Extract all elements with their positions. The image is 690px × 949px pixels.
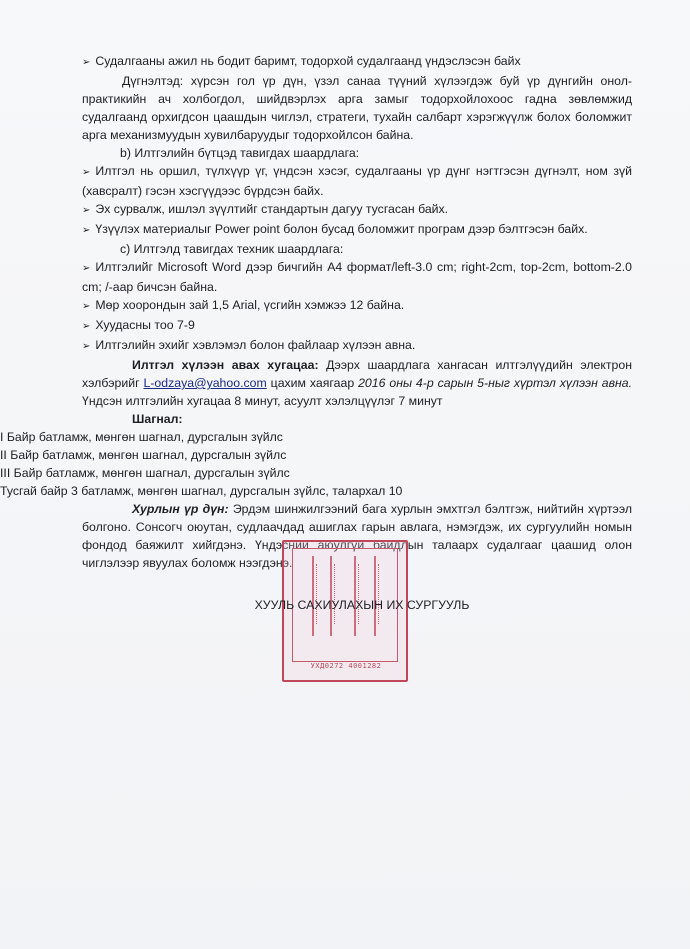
result-label: Хурлын үр дүн: bbox=[132, 502, 229, 516]
deadline-text-3: Үндсэн илтгэлийн хугацаа 8 минут, асуулт хэлэлцүүлэг 7 минут bbox=[82, 394, 443, 408]
email-link[interactable]: L-odzaya@yahoo.com bbox=[143, 376, 267, 390]
award-first: I Байр батламж, мөнгөн шагнал, дурсгалын зүйлс bbox=[0, 430, 283, 444]
result-text: Эрдэм шинжилгээний бага хурлын эмхтгэл бэлтгэж, нийтийн хүртээл болгоно. Сонсогч оюутан, судлаачдад ашиглах гарын авлага, нэмэгдэж, их сургуулийн номын фондод баяжилт хийгдэнэ. Үндэсний аюулгүй байдлын талаарх судалгааг цаашид олон чиглэлээр явуулах боломж нээгдэнэ. bbox=[82, 502, 633, 570]
document-body bbox=[0, 52, 633, 572]
deadline-label: Илтгэл хүлээн авах хугацаа: bbox=[132, 358, 319, 372]
bullet-structure: ➢ Илтгэл нь оршил, түлхүүр үг, үндсэн хэсэг, судалгааны үр дүнг нэгтгэсэн дүгнэлт, ном зүй (хавсралт) гэсэн хэсгүүдээс бүрдсэн байх. bbox=[82, 162, 632, 200]
section-b-heading: b) Илтгэлийн бүтцэд тавигдах шаардлага: bbox=[120, 146, 360, 160]
bullet-format: ➢ Илтгэлийг Microsoft Word дээр бичгийн А4 формат/left-3.0 cm; right-2cm, top-2cm, bottom-2.0 cm; /-аар бичсэн байна. bbox=[82, 258, 632, 296]
stamp-number: УХД0272 4001282 bbox=[310, 662, 382, 670]
conclusion-paragraph: Дүгнэлтэд: хүрсэн гол үр дүн, үзэл санаа түүний хүлээгдэж буй үр дүнгийн онол-практикийн ач холбогдол, шийдвэрлэх арга замыг тодорхойлохоос гадна зөвлөмжид судалгаанд орхигдсон цаашдын чиглэл, стратеги, тухайн салбарт хэрэгжүүлж болох боломжит арга механизмуудын хувилбаруудыг тодорхойлсон байна. bbox=[82, 74, 632, 142]
bullet-research-facts: ➢ Судалгааны ажил нь бодит баримт, тодорхой судалгаанд үндэслэсэн байх bbox=[82, 52, 632, 72]
bullet-spacing: ➢ Мөр хоорондын зай 1,5 Arial, үсгийн хэмжээ 12 байна. bbox=[82, 296, 632, 316]
section-c-heading: c) Илтгэлд тавигдах техник шаардлага: bbox=[120, 242, 344, 256]
deadline-date: 2016 оны 4-р сарын 5-ныг хүртэл хүлээн авна. bbox=[358, 376, 633, 390]
organization-name: ХУУЛЬ САХИУЛАХЫН ИХ СУРГУУЛЬ bbox=[254, 598, 470, 612]
awards-heading: Шагнал: bbox=[132, 412, 183, 426]
award-special: Тусгай байр 3 батламж, мөнгөн шагнал, дурсгалын зүйлс, талархал 10 bbox=[0, 484, 403, 498]
bullet-submission: ➢ Илтгэлийн эхийг хэвлэмэл болон файлаар хүлээн авна. bbox=[82, 336, 632, 356]
awards-list bbox=[0, 428, 632, 500]
award-second: II Байр батламж, мөнгөн шагнал, дурсгалын зүйлс bbox=[0, 448, 287, 462]
bullet-presentation: ➢ Үзүүлэх материалыг Power point болон бусад боломжит програм дээр бэлтгэсэн байх. bbox=[82, 220, 632, 240]
bullet-sources: ➢ Эх сурвалж, ишлэл зүүлтийг стандартын дагуу тусгасан байх. bbox=[82, 200, 632, 220]
deadline-text-1: Дээрх шаардлага хангасан илтгэлүүдийн электрон хэлбэрийг bbox=[82, 358, 633, 390]
award-third: III Байр батламж, мөнгөн шагнал, дурсгалын зүйлс bbox=[0, 466, 290, 480]
bullet-page-count: ➢ Хуудасны тоо 7-9 bbox=[82, 316, 632, 336]
deadline-text-2: цахим хаягаар bbox=[270, 376, 355, 390]
deadline-paragraph bbox=[82, 356, 632, 410]
